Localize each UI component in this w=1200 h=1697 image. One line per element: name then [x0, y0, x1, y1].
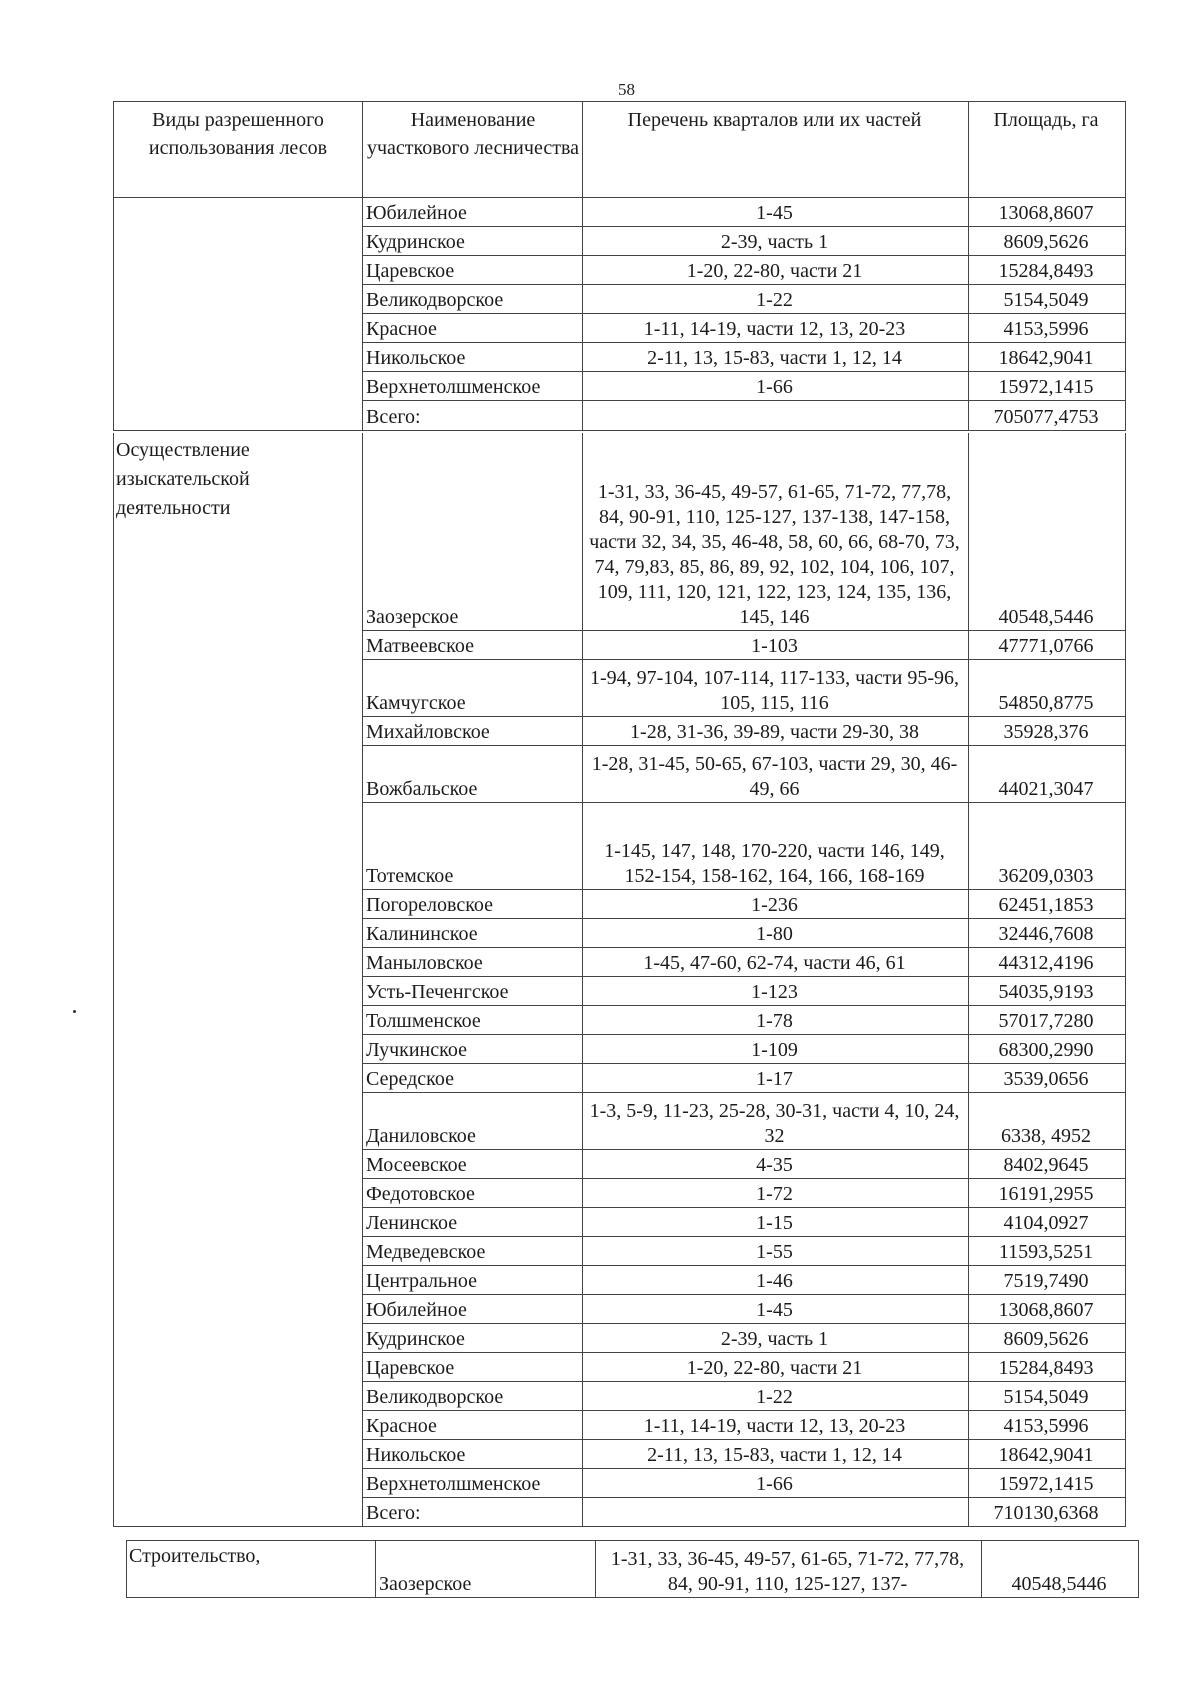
- forestry-name-cell: Красное: [363, 314, 583, 343]
- area-cell: 16191,2955: [969, 1179, 1126, 1208]
- area-cell: 8609,5626: [969, 1324, 1126, 1353]
- forestry-name-cell: Красное: [363, 1411, 583, 1440]
- quarters-cell: 1-22: [583, 1382, 969, 1411]
- area-cell: 44312,4196: [969, 948, 1126, 977]
- area-cell: 36209,0303: [969, 803, 1126, 890]
- table-row: [113, 717, 1126, 746]
- table-row: [113, 803, 1126, 890]
- table-row: [113, 1353, 1126, 1382]
- forestry-name-cell: Верхнетолшменское: [363, 372, 583, 401]
- area-cell: 54850,8775: [969, 660, 1126, 717]
- table-row: [113, 631, 1126, 660]
- table-row: [113, 1150, 1126, 1179]
- area-cell: 47771,0766: [969, 631, 1126, 660]
- area-cell: 57017,7280: [969, 1006, 1126, 1035]
- area-cell: 40548,5446: [969, 433, 1126, 631]
- area-cell: 705077,4753: [969, 401, 1126, 431]
- quarters-cell: 1-45: [583, 1295, 969, 1324]
- quarters-cell: 1-22: [583, 285, 969, 314]
- forestry-name-cell: Центральное: [363, 1266, 583, 1295]
- area-cell: 6338, 4952: [969, 1093, 1126, 1150]
- quarters-cell: 1-94, 97-104, 107-114, 117-133, части 95-96, 105, 115, 116: [583, 660, 969, 717]
- table-row: [113, 919, 1126, 948]
- page-number: 58: [618, 80, 635, 99]
- forestry-name-cell: Никольское: [363, 343, 583, 372]
- area-cell: 13068,8607: [969, 1295, 1126, 1324]
- quarters-cell: 2-39, часть 1: [583, 1324, 969, 1353]
- table-row: [113, 433, 1126, 631]
- table-row: [126, 1540, 1139, 1598]
- forestry-name-cell: Толшменское: [363, 1006, 583, 1035]
- quarters-cell: 1-20, 22-80, части 21: [583, 1353, 969, 1382]
- area-cell: 62451,1853: [969, 890, 1126, 919]
- area-cell: 15284,8493: [969, 1353, 1126, 1382]
- quarters-cell: 1-45: [583, 198, 969, 227]
- forestry-name-cell: Никольское: [363, 1440, 583, 1469]
- forestry-name-cell: Мосеевское: [363, 1150, 583, 1179]
- quarters-cell: [583, 1498, 969, 1527]
- table-row: [113, 1266, 1126, 1295]
- quarters-cell: 2-11, 13, 15-83, части 1, 12, 14: [583, 343, 969, 372]
- forestry-name-cell: Матвеевское: [363, 631, 583, 660]
- table-row: [113, 948, 1126, 977]
- area-cell: 54035,9193: [969, 977, 1126, 1006]
- area-cell: 13068,8607: [969, 198, 1126, 227]
- area-cell: 32446,7608: [969, 919, 1126, 948]
- table-row: [113, 1035, 1126, 1064]
- forestry-name-cell: Верхнетолшменское: [363, 1469, 583, 1498]
- forestry-name-cell: Усть-Печенгское: [363, 977, 583, 1006]
- quarters-cell: 1-123: [583, 977, 969, 1006]
- quarters-cell: 2-39, часть 1: [583, 227, 969, 256]
- table-row: [113, 746, 1126, 803]
- table-row: [113, 1498, 1126, 1527]
- quarters-cell: 1-17: [583, 1064, 969, 1093]
- quarters-cell: 1-28, 31-45, 50-65, 67-103, части 29, 30, 46-49, 66: [583, 746, 969, 803]
- forestry-name-cell: Юбилейное: [363, 198, 583, 227]
- forestry-name-cell: Михайловское: [363, 717, 583, 746]
- quarters-cell: 1-236: [583, 890, 969, 919]
- forestry-name-cell: Царевское: [363, 256, 583, 285]
- quarters-cell: 1-15: [583, 1208, 969, 1237]
- header-area: Площадь, га: [969, 101, 1126, 198]
- forestry-name-cell: Великодворское: [363, 285, 583, 314]
- area-cell: 40548,5446: [982, 1540, 1139, 1598]
- quarters-cell: 1-11, 14-19, части 12, 13, 20-23: [583, 1411, 969, 1440]
- forestry-name-cell: Кудринское: [363, 227, 583, 256]
- area-cell: 8609,5626: [969, 227, 1126, 256]
- quarters-cell: 1-80: [583, 919, 969, 948]
- quarters-cell: 1-31, 33, 36-45, 49-57, 61-65, 71-72, 77,78, 84, 90-91, 110, 125-127, 137-138, 147-158, части 32, 34, 35, 46-48, 58, 60, 66, 68-70, 73, 74, 79,83, 85, 86, 89, 92, 102, 104, 106, 107, 109, 111, 120, 121, 122, 123, 124, 135, 136, 145, 146: [583, 433, 969, 631]
- quarters-cell: 1-145, 147, 148, 170-220, части 146, 149, 152-154, 158-162, 164, 166, 168-169: [583, 803, 969, 890]
- area-cell: 4104,0927: [969, 1208, 1126, 1237]
- area-cell: 68300,2990: [969, 1035, 1126, 1064]
- forestry-name-cell: Камчугское: [363, 660, 583, 717]
- table-row: [113, 1006, 1126, 1035]
- quarters-cell: 1-66: [583, 372, 969, 401]
- forestry-name-cell: Тотемское: [363, 803, 583, 890]
- table-row: [113, 1179, 1126, 1208]
- area-cell: 4153,5996: [969, 314, 1126, 343]
- quarters-cell: 1-72: [583, 1179, 969, 1208]
- quarters-cell: 1-55: [583, 1237, 969, 1266]
- quarters-cell: [583, 401, 969, 431]
- area-cell: 35928,376: [969, 717, 1126, 746]
- quarters-cell: 1-28, 31-36, 39-89, части 29-30, 38: [583, 717, 969, 746]
- area-cell: 4153,5996: [969, 1411, 1126, 1440]
- table-row: [113, 1411, 1126, 1440]
- forestry-name-cell: Всего:: [363, 401, 583, 431]
- table-row: [113, 1440, 1126, 1469]
- area-cell: 3539,0656: [969, 1064, 1126, 1093]
- header-quarters: Перечень кварталов или их частей: [583, 101, 969, 198]
- quarters-cell: 1-3, 5-9, 11-23, 25-28, 30-31, части 4, 10, 24, 32: [583, 1093, 969, 1150]
- table-row: [113, 977, 1126, 1006]
- quarters-cell: 1-45, 47-60, 62-74, части 46, 61: [583, 948, 969, 977]
- forestry-name-cell: Царевское: [363, 1353, 583, 1382]
- table-row: [113, 1295, 1126, 1324]
- area-cell: 15972,1415: [969, 372, 1126, 401]
- forestry-name-cell: Всего:: [363, 1498, 583, 1527]
- table-row: [113, 1324, 1126, 1353]
- stray-mark: [73, 1010, 76, 1013]
- header-use-type: Виды разрешенного использования лесов: [113, 101, 363, 198]
- use-type-continued: [113, 198, 363, 431]
- use-type-survey: Осуществление изыскательской деятельности: [113, 433, 363, 1527]
- forestry-name-cell: Кудринское: [363, 1324, 583, 1353]
- area-cell: 710130,6368: [969, 1498, 1126, 1527]
- area-cell: 15972,1415: [969, 1469, 1126, 1498]
- area-cell: 7519,7490: [969, 1266, 1126, 1295]
- area-cell: 5154,5049: [969, 285, 1126, 314]
- quarters-cell: 4-35: [583, 1150, 969, 1179]
- quarters-cell: 1-11, 14-19, части 12, 13, 20-23: [583, 314, 969, 343]
- quarters-cell: 1-66: [583, 1469, 969, 1498]
- quarters-cell: 2-11, 13, 15-83, части 1, 12, 14: [583, 1440, 969, 1469]
- quarters-cell: 1-20, 22-80, части 21: [583, 256, 969, 285]
- forestry-name-cell: Медведевское: [363, 1237, 583, 1266]
- forestry-name-cell: Лучкинское: [363, 1035, 583, 1064]
- quarters-cell: 1-103: [583, 631, 969, 660]
- header-forestry-name: Наименование участкового лесничества: [363, 101, 583, 198]
- forestry-name-cell: Юбилейное: [363, 1295, 583, 1324]
- forestry-name-cell: Заозерское: [363, 433, 583, 631]
- forestry-name-cell: Калининское: [363, 919, 583, 948]
- forestry-name-cell: Федотовское: [363, 1179, 583, 1208]
- forestry-name-cell: Середское: [363, 1064, 583, 1093]
- area-cell: 11593,5251: [969, 1237, 1126, 1266]
- forestry-name-cell: Великодворское: [363, 1382, 583, 1411]
- table-row: [113, 1469, 1126, 1498]
- quarters-cell: 1-109: [583, 1035, 969, 1064]
- area-cell: 5154,5049: [969, 1382, 1126, 1411]
- quarters-cell: 1-31, 33, 36-45, 49-57, 61-65, 71-72, 77,78, 84, 90-91, 110, 125-127, 137-: [596, 1540, 982, 1598]
- table-row: [113, 1064, 1126, 1093]
- area-cell: 15284,8493: [969, 256, 1126, 285]
- use-type-construction: Строительство,: [126, 1540, 376, 1598]
- table-row: [113, 890, 1126, 919]
- table-row: [113, 1382, 1126, 1411]
- quarters-cell: 1-46: [583, 1266, 969, 1295]
- area-cell: 18642,9041: [969, 1440, 1126, 1469]
- quarters-cell: 1-78: [583, 1006, 969, 1035]
- table-row: [113, 1208, 1126, 1237]
- table-row: [113, 1237, 1126, 1266]
- forestry-name-cell: Заозерское: [376, 1540, 596, 1598]
- area-cell: 8402,9645: [969, 1150, 1126, 1179]
- forestry-name-cell: Ленинское: [363, 1208, 583, 1237]
- table-row: [113, 660, 1126, 717]
- area-cell: 44021,3047: [969, 746, 1126, 803]
- forestry-name-cell: Маныловское: [363, 948, 583, 977]
- table-row: [113, 1093, 1126, 1150]
- forestry-name-cell: Даниловское: [363, 1093, 583, 1150]
- forestry-name-cell: Погореловское: [363, 890, 583, 919]
- area-cell: 18642,9041: [969, 343, 1126, 372]
- forestry-name-cell: Вожбальское: [363, 746, 583, 803]
